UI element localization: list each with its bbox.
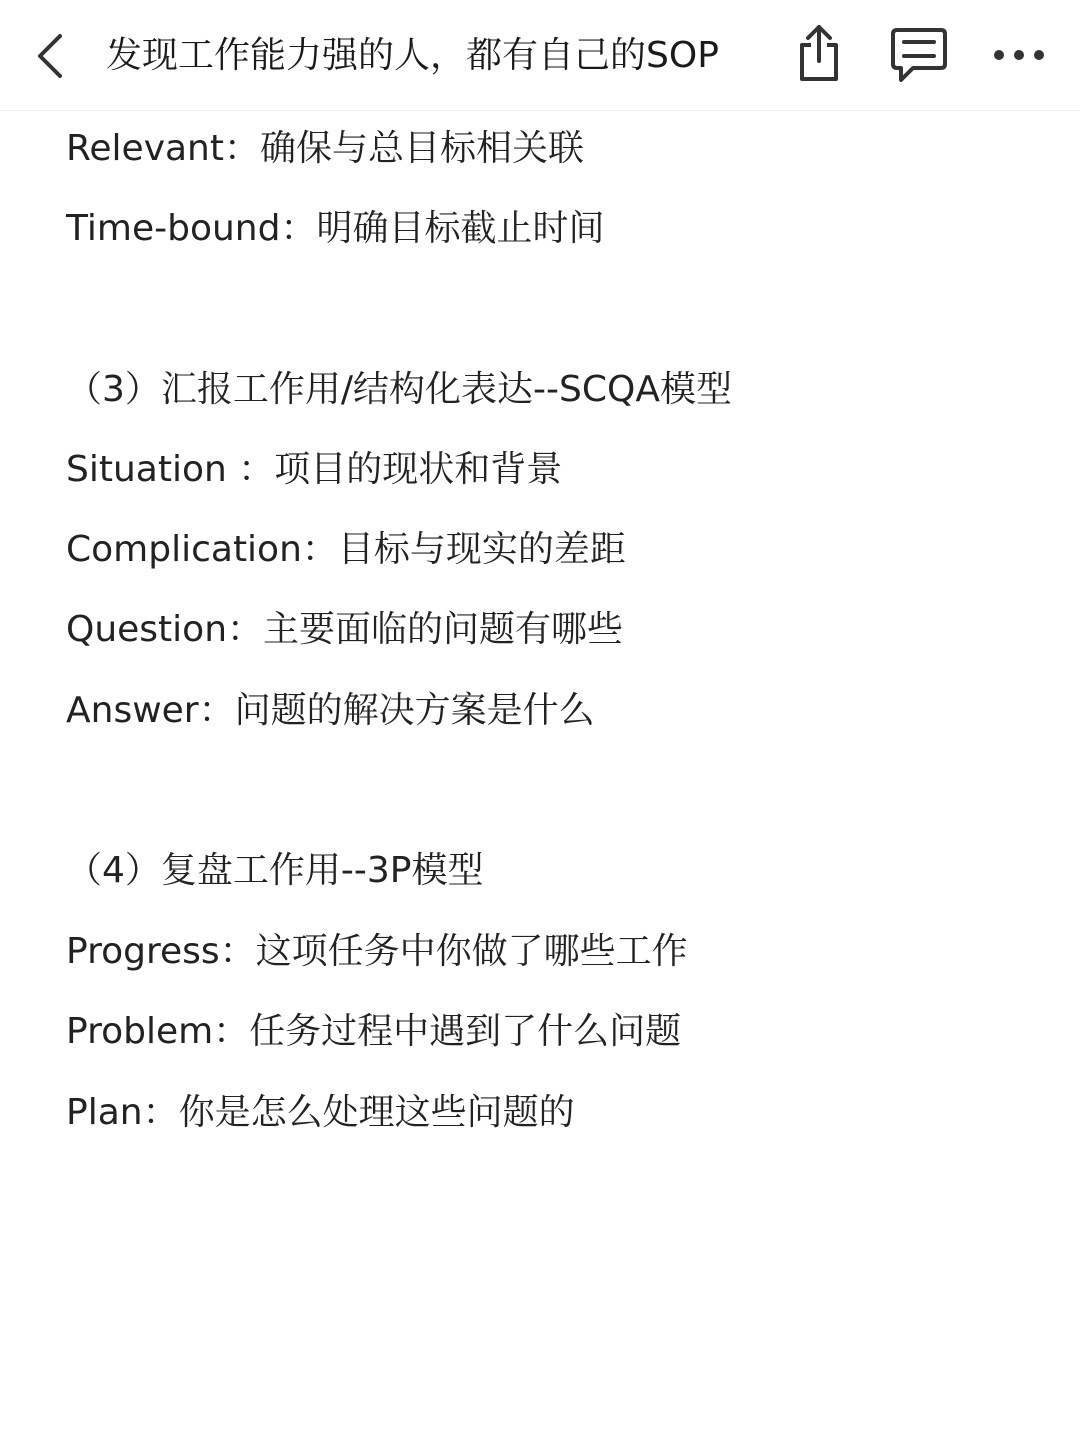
top-navigation-bar — [0, 0, 1080, 111]
threep-plan-line: Plan：你是怎么处理这些问题的 — [66, 1092, 575, 1133]
more-button[interactable] — [988, 30, 1050, 80]
back-button[interactable] — [22, 26, 78, 86]
scqa-situation-line: Situation ：项目的现状和背景 — [66, 449, 563, 490]
smart-time-bound-line: Time-bound：明确目标截止时间 — [66, 208, 605, 249]
chevron-left-icon — [35, 33, 65, 79]
scqa-question-line: Question：主要面临的问题有哪些 — [66, 609, 624, 650]
scqa-complication-line: Complication：目标与现实的差距 — [66, 529, 626, 570]
smart-relevant-line: Relevant：确保与总目标相关联 — [66, 128, 584, 169]
threep-progress-line: Progress：这项任务中你做了哪些工作 — [66, 931, 688, 972]
comment-button[interactable] — [886, 24, 952, 86]
threep-heading: （4）复盘工作用--3P模型 — [66, 850, 484, 891]
share-icon — [794, 23, 844, 83]
page-title: 发现工作能力强的人，都有自己的SOP — [106, 35, 719, 76]
comment-icon — [889, 26, 949, 84]
scqa-answer-line: Answer：问题的解决方案是什么 — [66, 690, 595, 731]
share-button[interactable] — [790, 20, 848, 86]
scqa-heading: （3）汇报工作用/结构化表达--SCQA模型 — [66, 369, 732, 410]
threep-problem-line: Problem：任务过程中遇到了什么问题 — [66, 1011, 682, 1052]
more-dots-icon — [992, 48, 1046, 62]
